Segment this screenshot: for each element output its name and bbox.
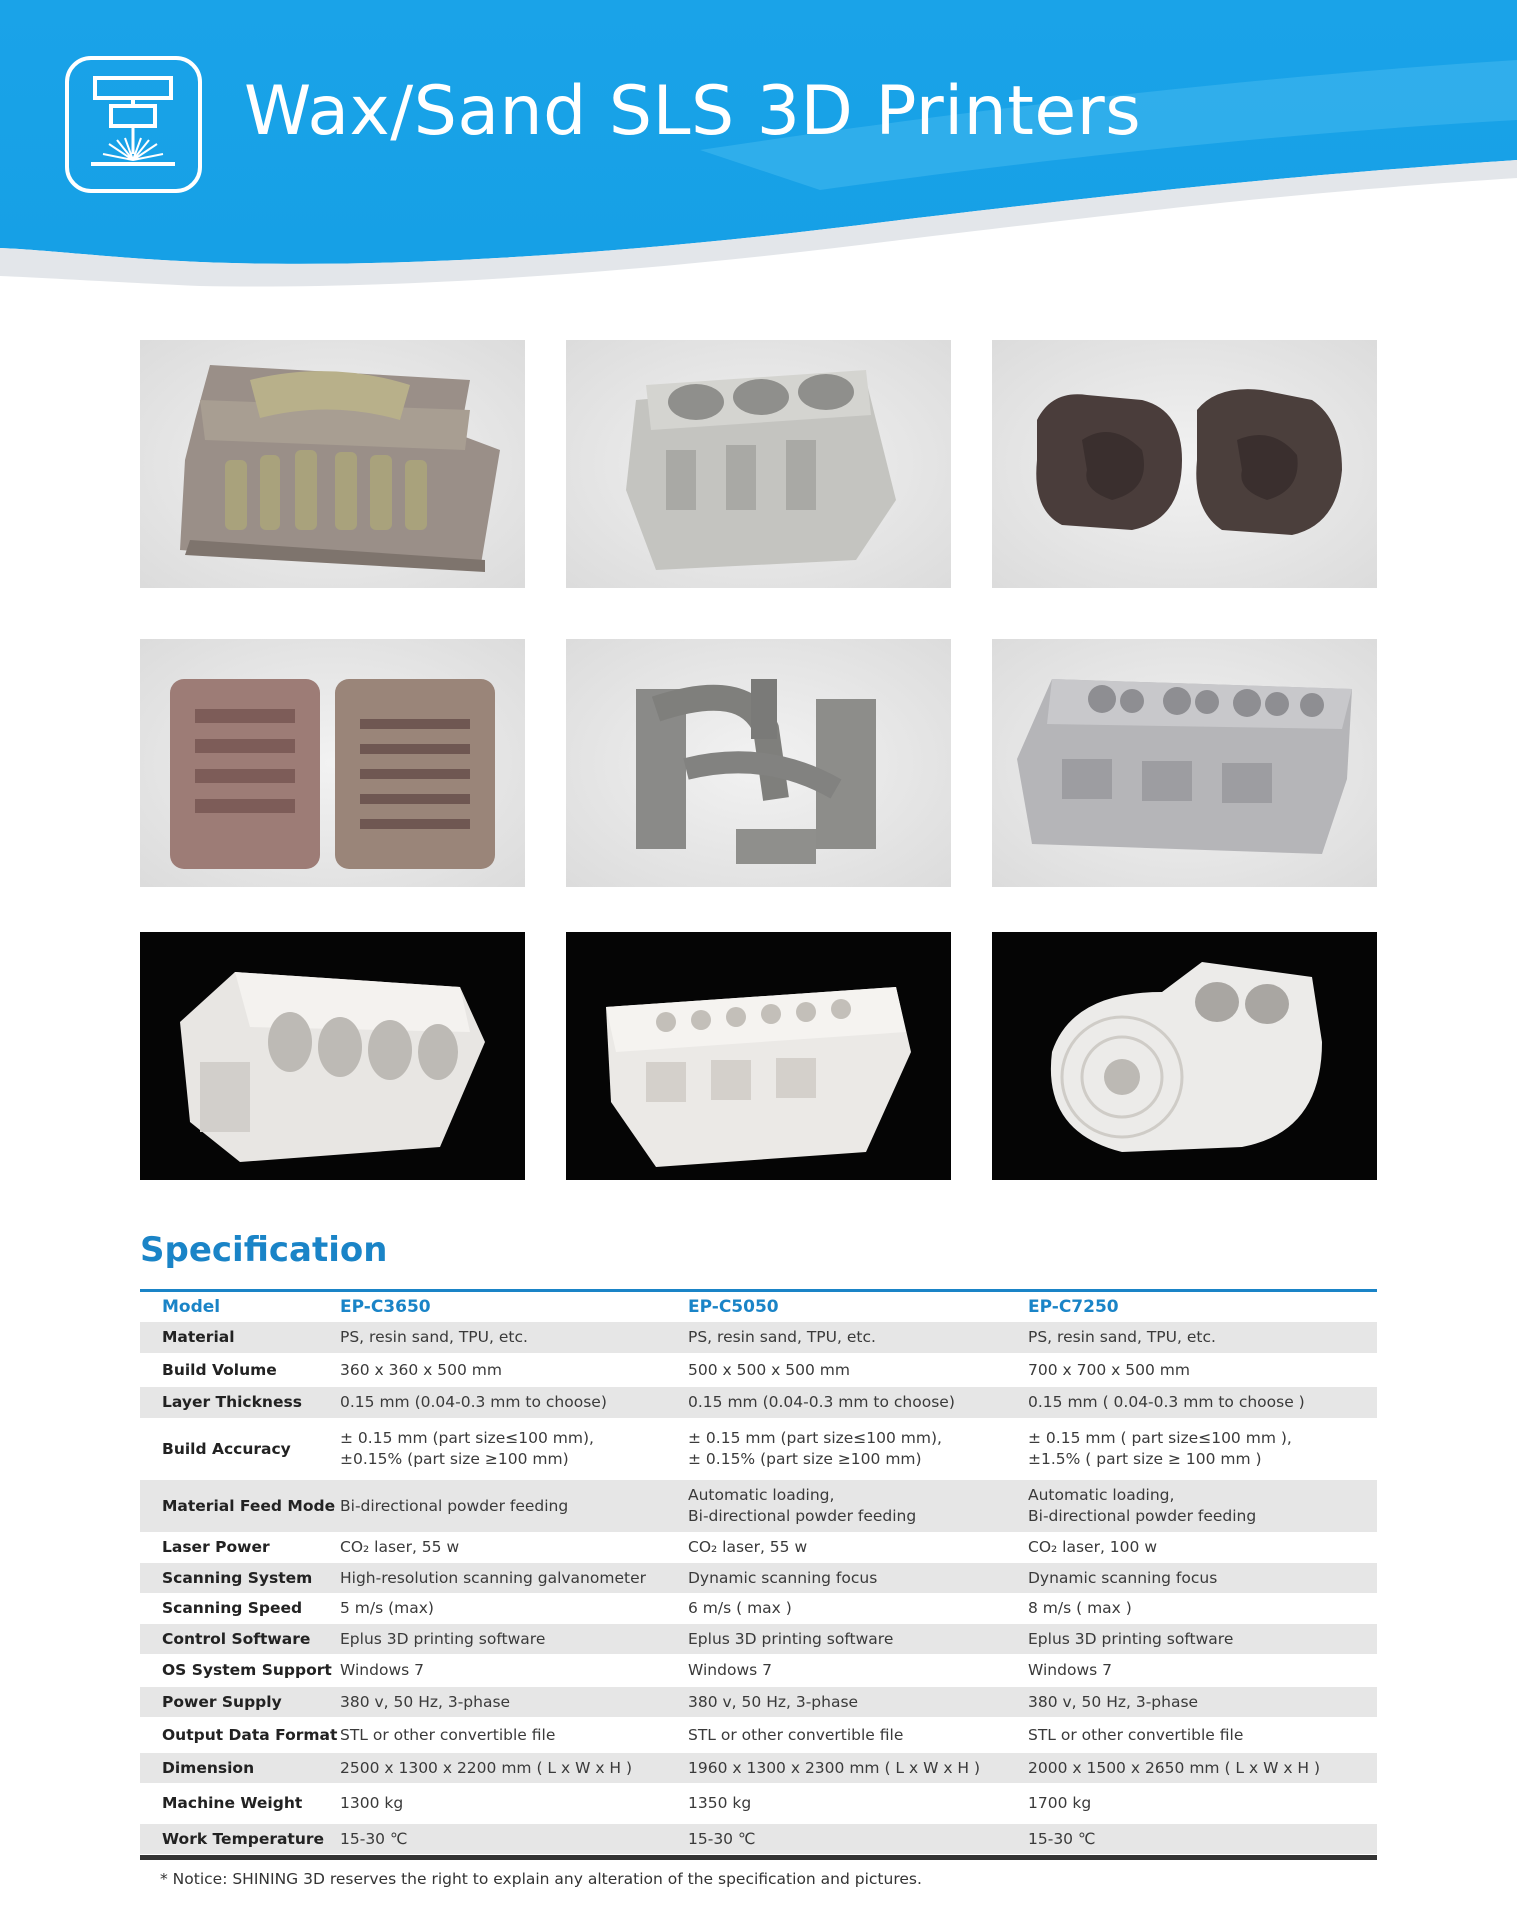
page-header [0,0,1517,290]
row-value: 15-30 ℃ [688,1829,756,1848]
row-value: 500 x 500 x 500 mm [688,1360,850,1379]
table-row [140,1624,1377,1654]
row-value: 1700 kg [1028,1794,1092,1812]
row-value: 1300 kg [340,1794,404,1812]
row-label: Power Supply [162,1692,282,1711]
table-row [140,1654,1377,1687]
row-label: Dimension [162,1758,255,1777]
model-value-3: EP-C7250 [1028,1296,1119,1317]
spec-heading: Specification [140,1230,388,1270]
row-value: 8 m/s ( max ) [1028,1599,1132,1617]
row-value: Windows 7 [340,1661,424,1679]
row-value: 360 x 360 x 500 mm [340,1360,502,1379]
row-value: 2500 x 1300 x 2200 mm ( L x W x H ) [340,1758,633,1777]
row-label: Scanning Speed [162,1599,303,1617]
row-label: Laser Power [162,1538,270,1556]
row-value: 0.15 mm ( 0.04-0.3 mm to choose ) [1028,1393,1305,1411]
row-value: High-resolution scanning galvanometer [340,1568,646,1587]
row-label: Material Feed Mode [162,1496,336,1515]
engine-block-3-cyl-photo [566,340,951,588]
table-row [140,1322,1377,1353]
table-row [140,1387,1377,1418]
row-value: CO₂ laser, 55 w [688,1538,808,1556]
row-value: 380 v, 50 Hz, 3-phase [1028,1692,1199,1711]
row-value: PS, resin sand, TPU, etc. [340,1328,528,1346]
gearbox-housing-wax-photo [992,932,1377,1180]
row-value: STL or other convertible file [688,1725,904,1744]
sand-mold-manifold-photo [140,340,525,588]
row-value: 2000 x 1500 x 2650 mm ( L x W x H ) [1028,1758,1321,1777]
volute-sand-core-photo [992,340,1377,588]
row-value: Eplus 3D printing software [340,1629,546,1648]
row-label: Machine Weight [162,1794,303,1812]
row-value: Windows 7 [688,1661,772,1679]
spec-table-bottom-rule [140,1855,1377,1860]
row-value: Automatic loading, Bi-directional powder feeding [1028,1486,1257,1525]
row-label: Work Temperature [162,1829,325,1848]
model-row [140,1292,1377,1322]
row-value: Dynamic scanning focus [1028,1568,1218,1587]
table-row [140,1824,1377,1854]
row-value: 5 m/s (max) [340,1599,434,1617]
row-label: OS System Support [162,1661,332,1679]
row-value: Eplus 3D printing software [688,1629,894,1648]
row-value: 380 v, 50 Hz, 3-phase [688,1692,859,1711]
table-row [140,1717,1377,1753]
model-value-2: EP-C5050 [688,1296,779,1317]
model-value-1: EP-C3650 [340,1296,431,1317]
row-value: 1960 x 1300 x 2300 mm ( L x W x H ) [688,1758,981,1777]
cylinder-head-4-photo [992,639,1377,887]
row-label: Build Accuracy [162,1439,291,1458]
row-value: CO₂ laser, 55 w [340,1538,460,1556]
crankshaft-mold-photo [140,639,525,887]
row-label: Layer Thickness [162,1393,302,1411]
row-value: 380 v, 50 Hz, 3-phase [340,1692,511,1711]
table-row [140,1687,1377,1717]
row-value: ± 0.15 mm (part size≤100 mm), ±0.15% (part size ≥100 mm) [340,1429,594,1468]
row-value: PS, resin sand, TPU, etc. [688,1328,876,1346]
row-label: Material [162,1328,235,1346]
table-row [140,1480,1377,1532]
row-value: Eplus 3D printing software [1028,1629,1234,1648]
row-label: Output Data Format [162,1725,338,1744]
spec-table [140,1289,1377,1854]
row-value: 0.15 mm (0.04-0.3 mm to choose) [688,1393,955,1411]
row-value: 6 m/s ( max ) [688,1599,792,1617]
row-value: Bi-directional powder feeding [340,1496,569,1515]
row-value: PS, resin sand, TPU, etc. [1028,1328,1216,1346]
inline-wax-block-photo [566,932,951,1180]
row-value: Dynamic scanning focus [688,1568,878,1587]
table-row [140,1418,1377,1480]
row-value: ± 0.15 mm (part size≤100 mm), ± 0.15% (part size ≥100 mm) [688,1429,942,1468]
table-row [140,1753,1377,1783]
notice-text: * Notice: SHINING 3D reserves the right to explain any alteration of the specification and pictures. [160,1870,922,1888]
laser-sintering-icon [65,56,202,193]
row-value: 15-30 ℃ [1028,1829,1096,1848]
table-row [140,1353,1377,1387]
row-value: STL or other convertible file [340,1725,556,1744]
row-value: CO₂ laser, 100 w [1028,1538,1157,1556]
row-label: Control Software [162,1629,311,1648]
model-label: Model [162,1296,221,1317]
page-title: Wax/Sand SLS 3D Printers [244,72,1142,151]
row-value: 0.15 mm (0.04-0.3 mm to choose) [340,1393,607,1411]
row-value: 700 x 700 x 500 mm [1028,1360,1190,1379]
row-value: Windows 7 [1028,1661,1112,1679]
row-value: 1350 kg [688,1794,752,1812]
table-row [140,1783,1377,1824]
row-label: Scanning System [162,1568,313,1587]
row-value: 15-30 ℃ [340,1829,408,1848]
pipe-core-assembly-photo [566,639,951,887]
row-value: Automatic loading, Bi-directional powder feeding [688,1486,917,1525]
table-row [140,1563,1377,1593]
row-label: Build Volume [162,1360,277,1379]
row-value: ± 0.15 mm ( part size≤100 mm ), ±1.5% ( part size ≥ 100 mm ) [1028,1429,1292,1468]
v8-wax-block-photo [140,932,525,1180]
row-value: STL or other convertible file [1028,1725,1244,1744]
table-row [140,1532,1377,1563]
table-row [140,1593,1377,1624]
